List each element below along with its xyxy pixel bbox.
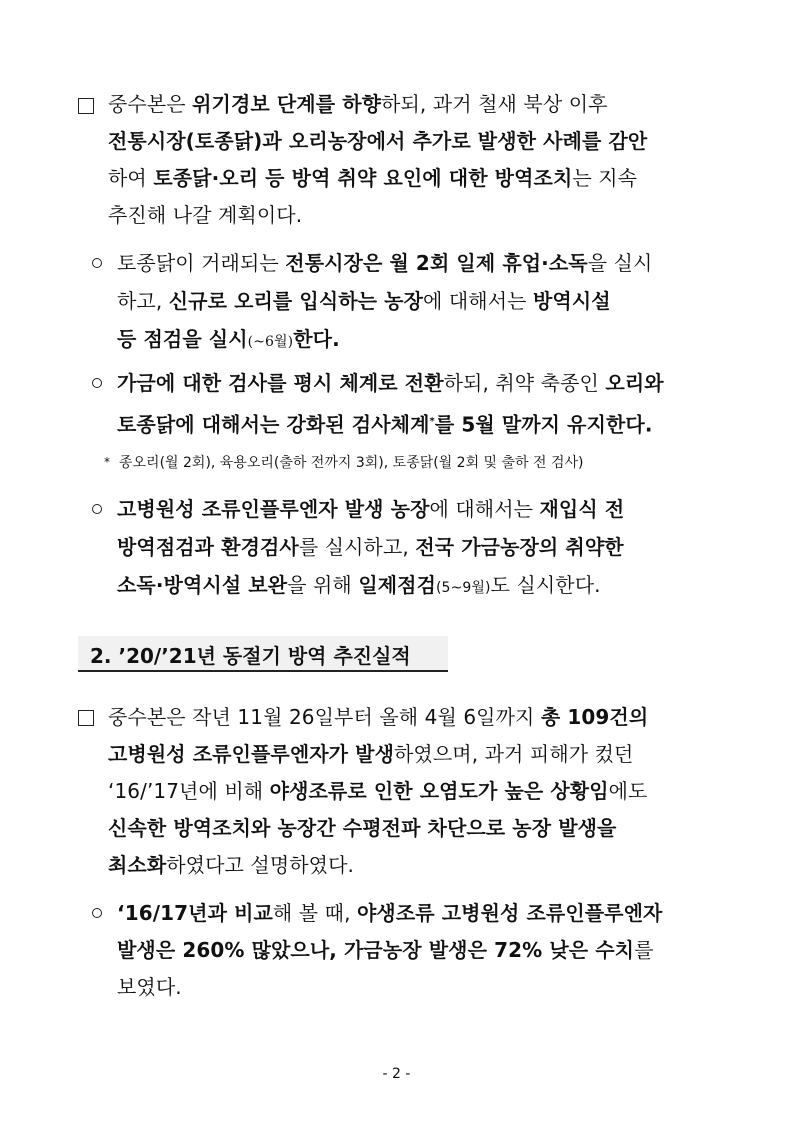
footnote-text: 종오리(월 2회), 육용오리(출하 전까지 3회), 토종닭(월 2회 및 출하 전 검사) (119, 455, 584, 471)
square-bullet-icon (78, 710, 94, 726)
p2-line-4: 신속한 방역조치와 농장간 수평전파 차단으로 농장 발생을 (108, 816, 617, 840)
p1-line-3: 하여 토종닭·오리 등 방역 취약 요인에 대한 방역조치는 지속 (108, 166, 638, 190)
b3-line-1: 고병원성 조류인플루엔자 발생 농장에 대해서는 재입식 전 (117, 497, 625, 521)
circle-bullet-icon (92, 258, 102, 268)
p2-line-5: 최소화하였다고 설명하였다. (108, 853, 354, 877)
p1-line-4: 추진해 나갈 계획이다. (108, 203, 303, 227)
b4-line-1: ‘16/17년과 비교해 볼 때, 야생조류 고병원성 조류인플루엔자 (117, 901, 663, 925)
b4-line-3: 보였다. (117, 975, 182, 999)
b3-line-2: 방역점검과 환경검사를 실시하고, 전국 가금농장의 취약한 (117, 535, 624, 559)
circle-bullet-icon (92, 908, 102, 918)
p2-line-2: 고병원성 조류인플루엔자가 발생하였으며, 과거 피해가 컸던 (108, 742, 634, 766)
b1-line-3: 등 점검을 실시(~6월)한다. (117, 327, 340, 351)
circle-bullet-icon (92, 504, 102, 514)
p1-line-2: 전통시장(토종닭)과 오리농장에서 추가로 발생한 사례를 감안 (108, 129, 648, 153)
p2-line-3: ‘16/’17년에 비해 야생조류로 인한 오염도가 높은 상황임에도 (108, 779, 648, 803)
b2-line-1: 가금에 대한 검사를 평시 체계로 전환하되, 취약 축종인 오리와 (117, 371, 664, 395)
section-title: 2. ’20/’21년 동절기 방역 추진실적 (90, 644, 411, 668)
b4-line-2: 발생은 260% 많았으나, 가금농장 발생은 72% 낮은 수치를 (117, 938, 654, 962)
section-heading (78, 636, 448, 672)
b1-line-2: 하고, 신규로 오리를 입식하는 농장에 대해서는 방역시설 (117, 289, 611, 313)
p1-line-1: 중수본은 위기경보 단계를 하향하되, 과거 철새 북상 이후 (108, 92, 608, 116)
p2-line-1: 중수본은 작년 11월 26일부터 올해 4월 6일까지 총 109건의 (108, 705, 649, 729)
b2-line-2: 토종닭에 대해서는 강화된 검사체계*를 5월 말까지 유지한다. (117, 412, 653, 437)
page-number: - 2 - (382, 1066, 411, 1082)
footnote-star: * (104, 455, 110, 469)
b3-line-3: 소독·방역시설 보완을 위해 일제점검(5~9월)도 실시한다. (117, 573, 601, 597)
square-bullet-icon (78, 98, 94, 114)
circle-bullet-icon (92, 378, 102, 388)
b1-line-1: 토종닭이 거래되는 전통시장은 월 2회 일제 휴업·소독을 실시 (117, 251, 653, 275)
